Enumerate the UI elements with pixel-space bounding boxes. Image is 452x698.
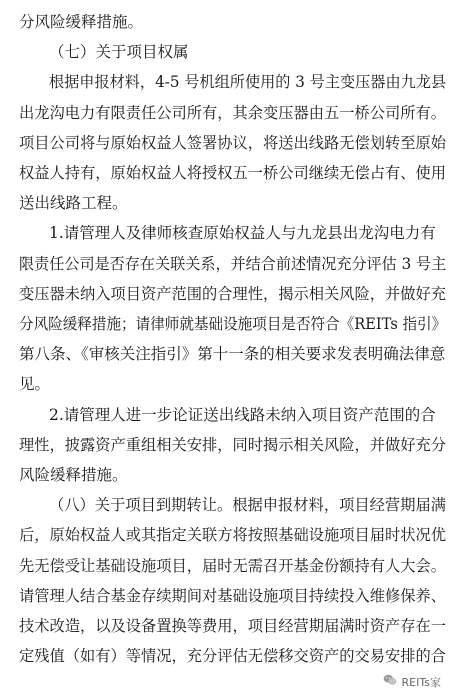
text-line-content: 分风险缓释措施。 [19,13,144,31]
text-line [0,279,452,309]
text-line-content: 送出线路工程。 [19,194,128,213]
text-line-content: 项目公司将与原始权益人签署协议，将送出线路无偿划转至原始 [19,133,447,152]
text-line-content: （八）关于项目到期转让。根据申报材料，项目经营期届满 [49,496,447,515]
text-line [0,520,452,550]
text-line-content: 限责任公司是否存在关联关系，并结合前述情况充分评估 3 号主 [19,254,447,273]
text-line [0,37,452,67]
text-line-content: 权益人持有，原始权益人将授权五一桥公司继续无偿占有、使用 [19,164,447,182]
text-line-content: 定残值（如有）等情况，充分评估无偿移交资产的交易安排的合 [19,647,447,666]
text-line-content: 请管理人结合基金存续期间对基础设施项目持续投入维修保养、 [19,586,447,605]
text-line [0,581,452,611]
text-line-content: 2.请管理人进一步论证送出线路未纳入项目资产范围的合 [49,405,436,424]
text-line-content: 1.请管理人及律师核查原始权益人与九龙县出龙沟电力有 [49,224,436,243]
text-line-content: （七）关于项目权属 [49,43,189,62]
text-line [0,67,452,97]
text-line-content: 变压器未纳入项目资产范围的合理性，揭示相关风险，并做好充 [19,284,447,303]
text-line-content: 技术改造，以及设备置换等费用，项目经营期届满时资产存在一 [19,617,447,635]
text-line [0,98,452,128]
text-line [0,188,452,218]
text-line-content: 见。 [19,375,51,394]
wechat-icon [382,672,398,691]
text-line-content: 出龙沟电力有限责任公司所有，其余变压器由五一桥公司所有。 [19,103,447,122]
text-line [0,7,452,37]
text-line [0,460,452,490]
text-line-content: 分风险缓释措施；请律师就基础设施项目是否符合《REITs 指引》 [19,315,447,333]
text-line-content: 风险缓释措施。 [19,466,128,484]
text-line-content: 理性，披露资产重组相关安排，同时揭示相关风险，并做好充分 [19,435,447,454]
watermark-text: REITs家 [401,675,441,689]
text-line [0,430,452,460]
text-line [0,128,452,158]
text-line [0,249,452,279]
watermark [379,671,444,692]
text-line [0,611,452,641]
text-line [0,551,452,581]
text-line-content: 根据申报材料，4-5 号机组所使用的 3 号主变压器由九龙县 [49,73,447,92]
text-line [0,369,452,399]
text-line [0,641,452,671]
text-line-content: 第八条、《审核关注指引》第十一条的相关要求发表明确法律意 [19,345,446,364]
text-line [0,218,452,248]
text-line-content: 先无偿受让基础设施项目，届时无需召开基金份额持有人大会。 [19,556,447,575]
text-line [0,309,452,339]
text-line [0,400,452,430]
text-line [0,490,452,520]
text-line-content: 后，原始权益人或其指定关联方将按照基础设施项目届时状况优 [19,526,447,545]
text-line [0,339,452,369]
text-line [0,158,452,188]
